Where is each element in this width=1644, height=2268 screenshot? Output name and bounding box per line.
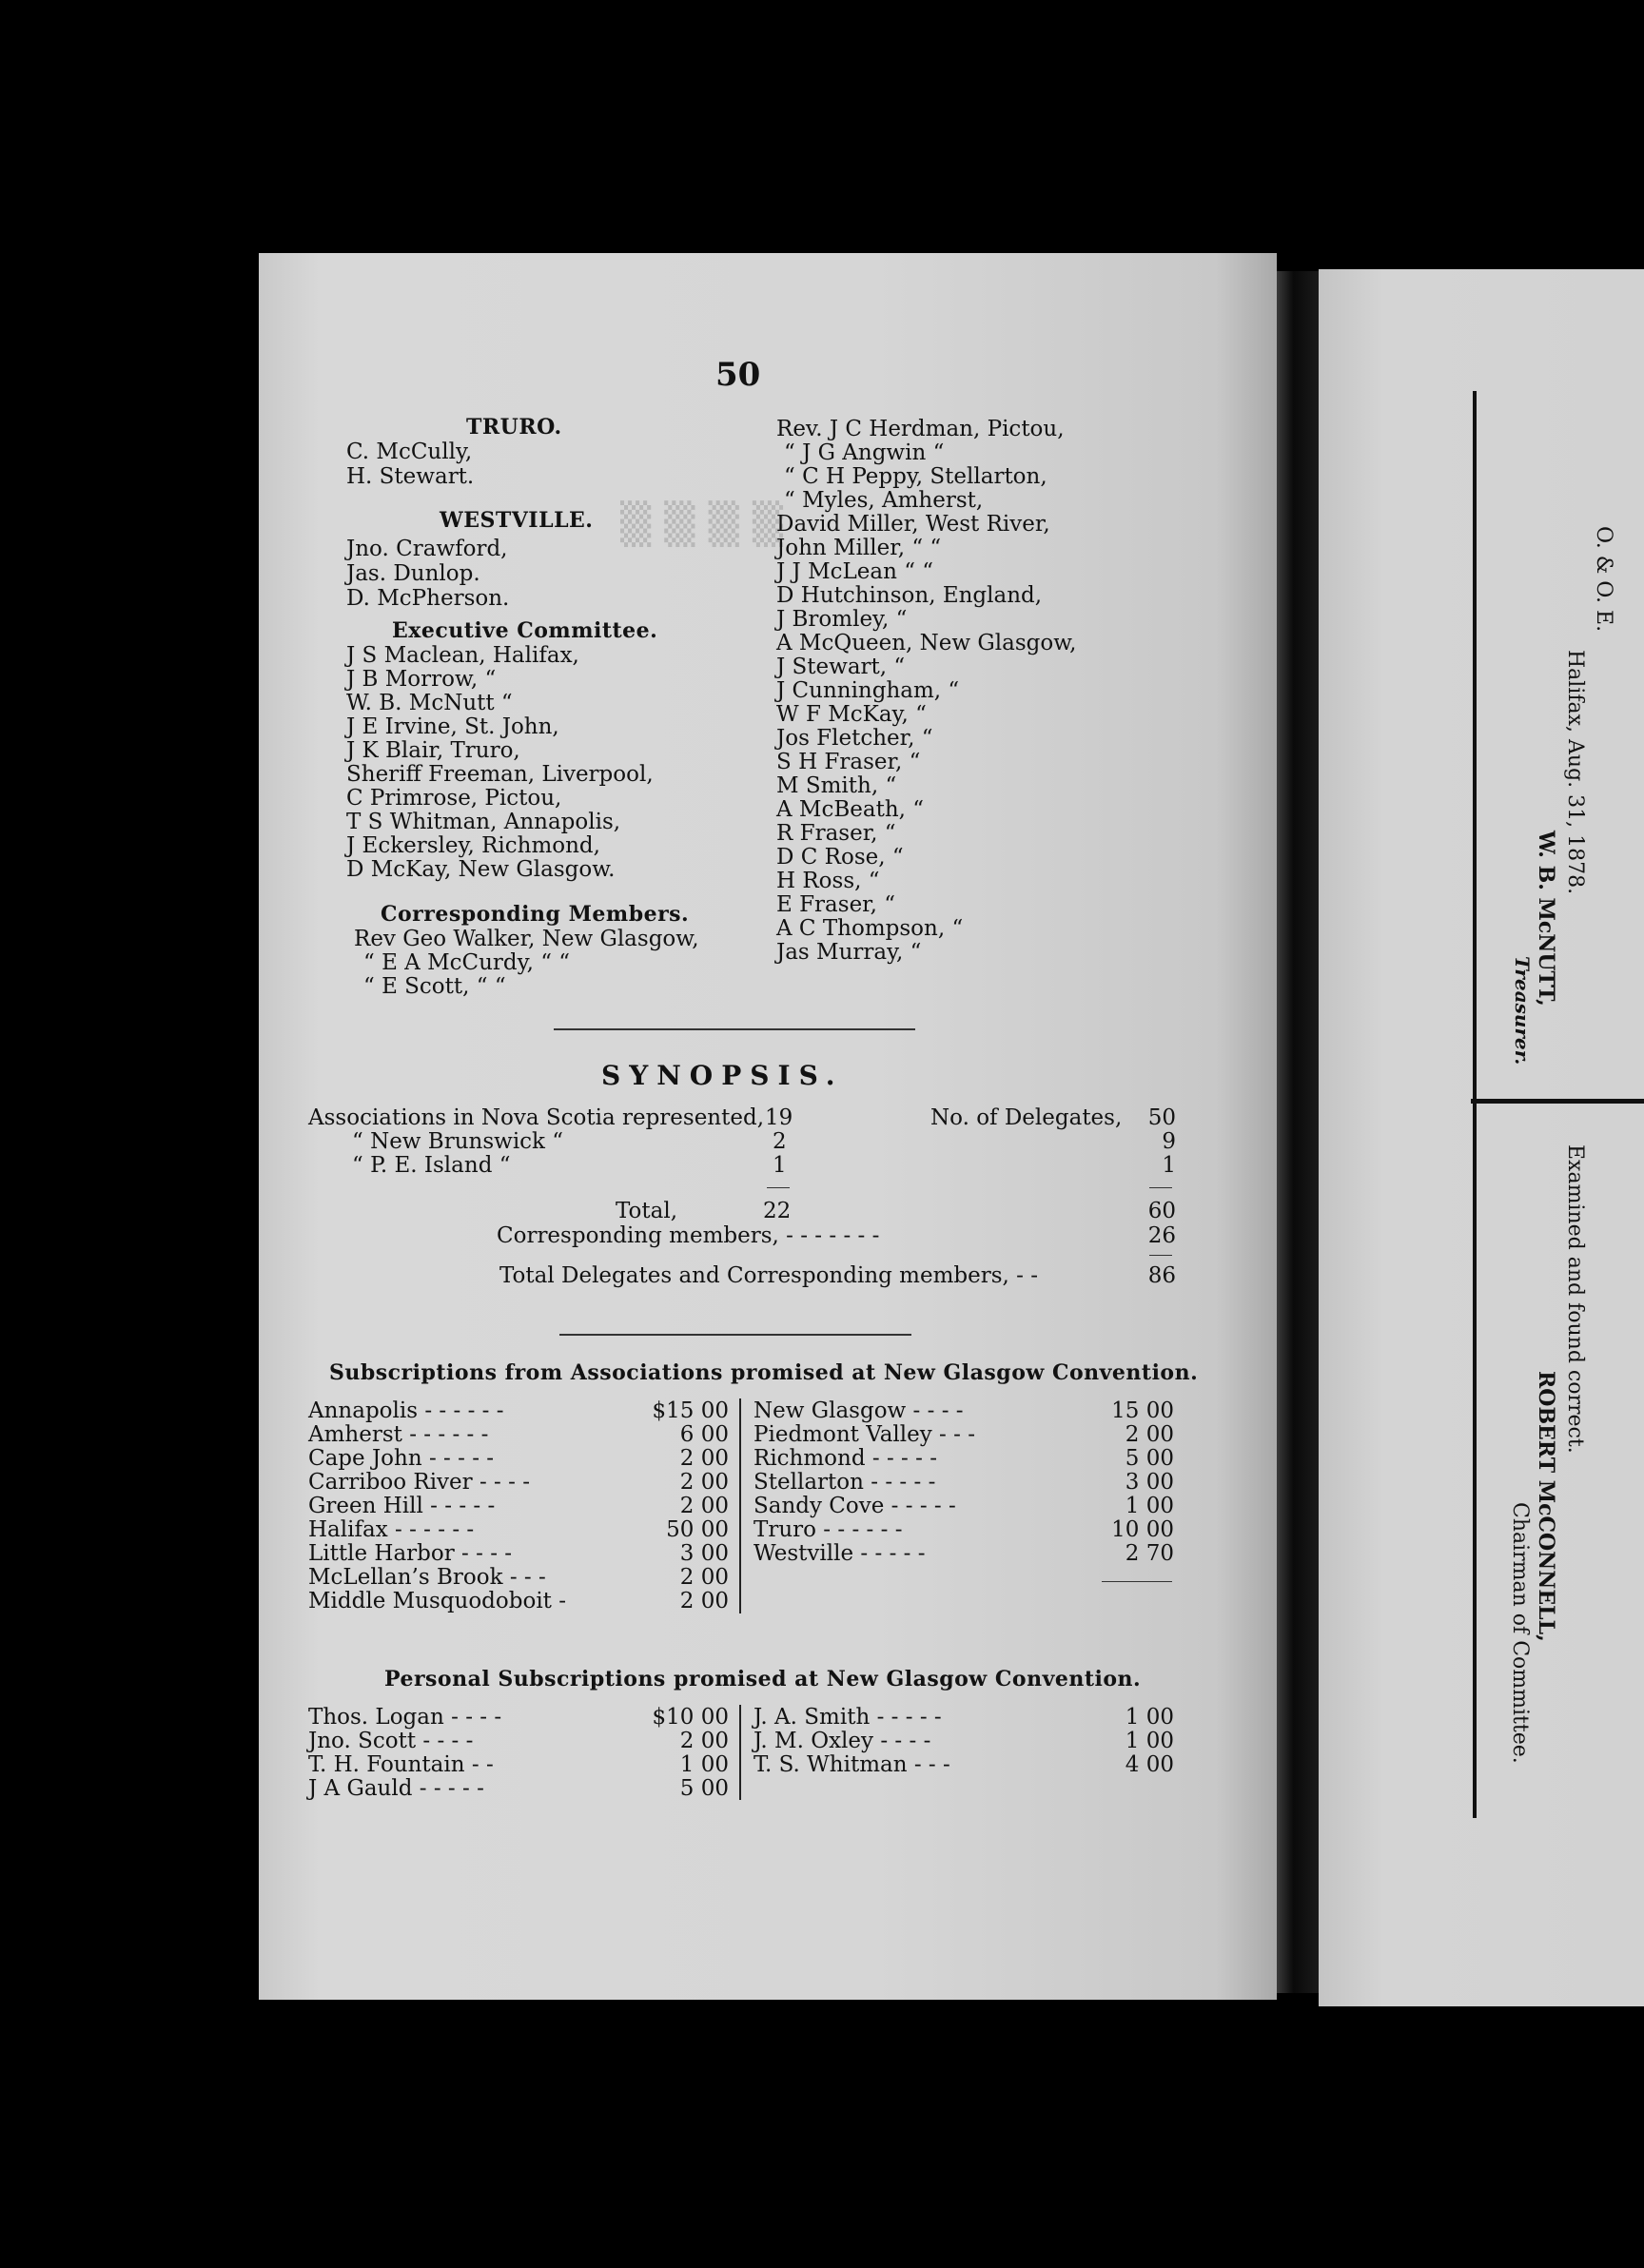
subscription-name: J. M. Oxley - - - - [754,1729,931,1753]
subscription-amount: 3 00 [679,1541,729,1566]
synopsis-label: “ P. E. Island “ [352,1153,511,1178]
name-line: J S Maclean, Halifax, [346,643,579,668]
subscription-name: New Glasgow - - - - [754,1398,964,1423]
subscription-name: Middle Musquodoboit - [308,1589,567,1613]
name-line: E Fraser, “ [776,892,896,917]
westville-heading: WESTVILLE. [440,508,594,533]
subscription-amount: 2 00 [679,1446,729,1471]
subscription-amount: $10 00 [652,1705,729,1730]
synopsis-total-delegates: 60 [1147,1199,1176,1223]
subscription-amount: 1 00 [1125,1705,1174,1730]
subscription-amount: 5 00 [679,1776,729,1801]
subscription-amount: 2 00 [679,1494,729,1518]
assoc-subs-heading: Subscriptions from Associations promised at New Glasgow Convention. [329,1360,1199,1385]
synopsis-grand-value: 86 [1147,1263,1176,1288]
name-line: Jno. Crawford, [346,537,508,561]
name-line: C. McCully, [346,440,473,464]
name-line: John Miller, “ “ [776,536,942,560]
name-line: Rev Geo Walker, New Glasgow, [354,927,699,951]
name-line: A McBeath, “ [776,797,925,822]
name-line: “ J G Angwin “ [784,440,945,465]
name-line: Sheriff Freeman, Liverpool, [346,762,654,787]
synopsis-assoc: 2 [773,1129,787,1154]
name-line: W. B. McNutt “ [346,691,513,715]
name-line: T S Whitman, Annapolis, [346,810,621,834]
sum-rule [1149,1187,1172,1188]
subscription-amount: 2 00 [679,1589,729,1613]
personal-subs-heading: Personal Subscriptions promised at New Glasgow Convention. [384,1667,1142,1691]
synopsis-assoc: 1 [773,1153,787,1178]
column-divider [739,1705,741,1800]
truro-heading: TRURO. [466,415,562,440]
subscription-amount: 10 00 [1111,1517,1174,1542]
name-line: “ C H Peppy, Stellarton, [784,464,1047,489]
subscription-amount: 2 00 [679,1729,729,1753]
name-line: H. Stewart. [346,464,475,489]
subscription-name: Thos. Logan - - - - [308,1705,502,1730]
name-line: J J McLean “ “ [776,559,934,584]
name-line: J Stewart, “ [776,655,906,679]
synopsis-delegates: 9 [1162,1129,1176,1154]
synopsis-delegates: 1 [1162,1153,1176,1178]
synopsis-total-label: Total, [616,1199,678,1223]
subscription-amount: 2 00 [679,1470,729,1495]
left-page [259,253,1277,2000]
facing-text: W. B. McNUTT, [1534,831,1558,1007]
subscription-name: Annapolis - - - - - - [308,1398,504,1423]
name-line: R Fraser, “ [776,821,896,846]
name-line: Jas. Dunlop. [346,561,480,586]
facing-text: Examined and found correct. [1563,1144,1587,1454]
subscription-name: Truro - - - - - - [754,1517,903,1542]
name-line: J B Morrow, “ [346,667,497,692]
name-line: W F McKay, “ [776,702,927,727]
name-line: D C Rose, “ [776,845,904,870]
synopsis-corr-value: 26 [1147,1223,1176,1248]
subscription-amount: 1 00 [1125,1729,1174,1753]
subscription-amount: 2 00 [1125,1422,1174,1447]
bleed-through-text: ▒▒▒▒ [620,500,797,547]
subscription-name: J A Gauld - - - - - [308,1776,484,1801]
subscription-name: T. H. Fountain - - [308,1752,494,1777]
name-line: Jas Murray, “ [776,940,922,965]
subscription-amount: 1 00 [1125,1494,1174,1518]
subscription-name: Stellarton - - - - - [754,1470,936,1495]
synopsis-assoc: 19 [765,1105,793,1130]
name-line: “ Myles, Amherst, [784,488,984,513]
name-line: D Hutchinson, England, [776,583,1043,608]
synopsis-label: “ New Brunswick “ [352,1129,564,1154]
subscription-name: Little Harbor - - - - [308,1541,513,1566]
facing-page [1319,269,1644,2006]
subscription-amount: 1 00 [679,1752,729,1777]
name-line: J Eckersley, Richmond, [346,833,600,858]
subscription-name: Westville - - - - - [754,1541,926,1566]
subscription-name: McLellan’s Brook - - - [308,1565,546,1590]
facing-text: Halifax, Aug. 31, 1878. [1563,650,1587,895]
subscription-amount: 6 00 [679,1422,729,1447]
synopsis-delegates: 50 [1147,1105,1176,1130]
subscription-name: Halifax - - - - - - [308,1517,475,1542]
subscription-name: Green Hill - - - - - [308,1494,496,1518]
name-line: J Bromley, “ [776,607,908,632]
name-line: C Primrose, Pictou, [346,786,562,811]
sum-rule [767,1187,790,1188]
synopsis-label: Associations in Nova Scotia represented, [308,1105,765,1130]
page-border-rule [1473,391,1477,1818]
page-number: 50 [715,356,761,394]
subscription-name: Carriboo River - - - - [308,1470,530,1495]
facing-text: Treasurer. [1511,956,1534,1066]
synopsis-delegate-label: No. of Delegates, [930,1105,1123,1130]
subscription-name: Sandy Cove - - - - - [754,1494,956,1518]
page-border-rule [1471,1099,1644,1104]
name-line: J Cunningham, “ [776,678,960,703]
synopsis-corr-label: Corresponding members, - - - - - - - [497,1223,880,1248]
facing-text: Chairman of Committee. [1508,1502,1532,1764]
name-line: David Miller, West River, [776,512,1050,537]
name-line: D McKay, New Glasgow. [346,857,616,882]
subscription-name: Cape John - - - - - [308,1446,495,1471]
subscription-name: Piedmont Valley - - - [754,1422,975,1447]
name-line: S H Fraser, “ [776,750,921,774]
facing-text: ROBERT McCONNELL, [1534,1371,1558,1642]
synopsis-total-assoc: 22 [763,1199,792,1223]
subscription-amount: 4 00 [1125,1752,1174,1777]
subscription-amount: 15 00 [1111,1398,1174,1423]
name-line: “ E Scott, “ “ [363,974,506,999]
sum-rule [1102,1581,1172,1582]
section-divider [554,1028,915,1030]
book-gutter [1277,271,1319,1993]
facing-text: O. & O. E. [1592,526,1615,633]
subscription-amount: 2 70 [1125,1541,1174,1566]
subscription-amount: 5 00 [1125,1446,1174,1471]
subscription-amount: 3 00 [1125,1470,1174,1495]
name-line: H Ross, “ [776,869,880,893]
sum-rule [1149,1255,1172,1256]
subscription-name: Richmond - - - - - [754,1446,937,1471]
name-line: A C Thompson, “ [776,916,964,941]
subscription-name: Jno. Scott - - - - [308,1729,474,1753]
synopsis-title: SYNOPSIS. [601,1060,844,1091]
name-line: A McQueen, New Glasgow, [776,631,1077,655]
name-line: Jos Fletcher, “ [776,726,933,751]
subscription-name: Amherst - - - - - - [308,1422,489,1447]
executive-heading: Executive Committee. [392,618,658,643]
column-divider [739,1398,741,1613]
subscription-amount: 50 00 [666,1517,729,1542]
name-line: J K Blair, Truro, [346,738,520,763]
subscription-amount: 2 00 [679,1565,729,1590]
subscription-name: T. S. Whitman - - - [754,1752,950,1777]
synopsis-grand-label: Total Delegates and Corresponding members, - - [499,1263,1039,1288]
subscription-amount: $15 00 [652,1398,729,1423]
section-divider [559,1334,911,1336]
name-line: D. McPherson. [346,586,510,611]
name-line: “ E A McCurdy, “ “ [363,950,571,975]
corresponding-heading: Corresponding Members. [381,902,690,927]
name-line: Rev. J C Herdman, Pictou, [776,417,1065,441]
name-line: M Smith, “ [776,773,897,798]
subscription-name: J. A. Smith - - - - - [754,1705,942,1730]
name-line: J E Irvine, St. John, [346,714,559,739]
